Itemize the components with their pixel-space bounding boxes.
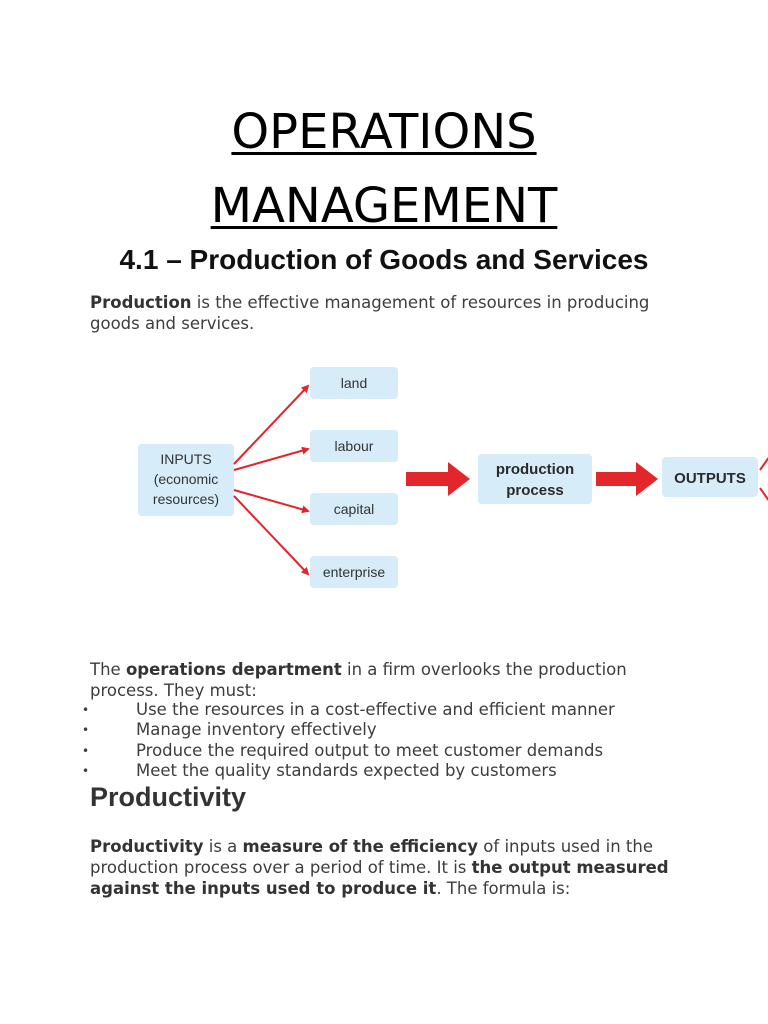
arrow-to-process bbox=[406, 462, 470, 496]
term-measure-efficiency: measure of the efficiency bbox=[242, 837, 479, 856]
ops-rest: in a firm overlooks the production process. They must: bbox=[90, 660, 627, 700]
inputs-label-3: resources) bbox=[152, 491, 220, 507]
list-item-text: Use the resources in a cost-effective and efficient manner bbox=[136, 700, 615, 719]
title-line-1: OPERATIONS bbox=[231, 104, 537, 160]
resource-label-capital: capital bbox=[333, 501, 375, 517]
inputs-label-1: INPUTS bbox=[160, 451, 212, 467]
productivity-definition bbox=[90, 836, 690, 899]
bullet-icon: • bbox=[82, 723, 90, 738]
arrow-cut-top bbox=[760, 450, 768, 470]
list-item bbox=[0, 741, 768, 761]
list-item bbox=[0, 720, 768, 740]
term-productivity: Productivity bbox=[90, 837, 204, 856]
list-item bbox=[0, 700, 768, 720]
prod-text-2: is a bbox=[203, 837, 243, 856]
resource-label-enterprise: enterprise bbox=[322, 564, 386, 580]
process-label-1: production bbox=[495, 461, 575, 478]
term-output-vs-inputs: the output measured against the inputs used to produce it bbox=[90, 858, 669, 898]
production-definition-text: is the effective management of resources in producing goods and services. bbox=[90, 293, 650, 333]
bullet-icon: • bbox=[82, 703, 90, 717]
production-diagram bbox=[130, 360, 768, 600]
list-item-text: Manage inventory effectively bbox=[136, 720, 377, 740]
arrow-to-outputs bbox=[596, 462, 658, 496]
productivity-heading: Productivity bbox=[90, 782, 247, 812]
list-item bbox=[0, 761, 768, 781]
outputs-label: OUTPUTS bbox=[674, 470, 746, 487]
term-operations-department: operations department bbox=[125, 660, 342, 679]
title-line-2: MANAGEMENT bbox=[210, 178, 558, 234]
prod-text-6: . The formula is: bbox=[436, 879, 571, 898]
inputs-label-2: (economic bbox=[153, 471, 219, 487]
term-production: Production bbox=[90, 293, 192, 312]
operations-description bbox=[90, 659, 690, 701]
list-item-text: Meet the quality standards expected by customers bbox=[136, 760, 557, 780]
resource-label-land: land bbox=[340, 375, 368, 391]
ops-pre: The bbox=[90, 660, 126, 679]
arrow-cut-bottom bbox=[760, 488, 768, 508]
section-subtitle: 4.1 – Production of Goods and Services bbox=[119, 244, 649, 275]
prod-text-4: of inputs used in the production process over a period of time. It is bbox=[90, 837, 654, 877]
bullet-icon: • bbox=[82, 763, 90, 778]
operations-duties-list bbox=[0, 700, 768, 781]
list-item-text: Produce the required output to meet customer demands bbox=[136, 740, 604, 760]
resource-label-labour: labour bbox=[334, 438, 374, 454]
process-label-2: process bbox=[506, 482, 564, 499]
production-definition bbox=[90, 292, 690, 334]
production-diagram-svg bbox=[130, 360, 768, 600]
bullet-icon: • bbox=[82, 743, 90, 758]
